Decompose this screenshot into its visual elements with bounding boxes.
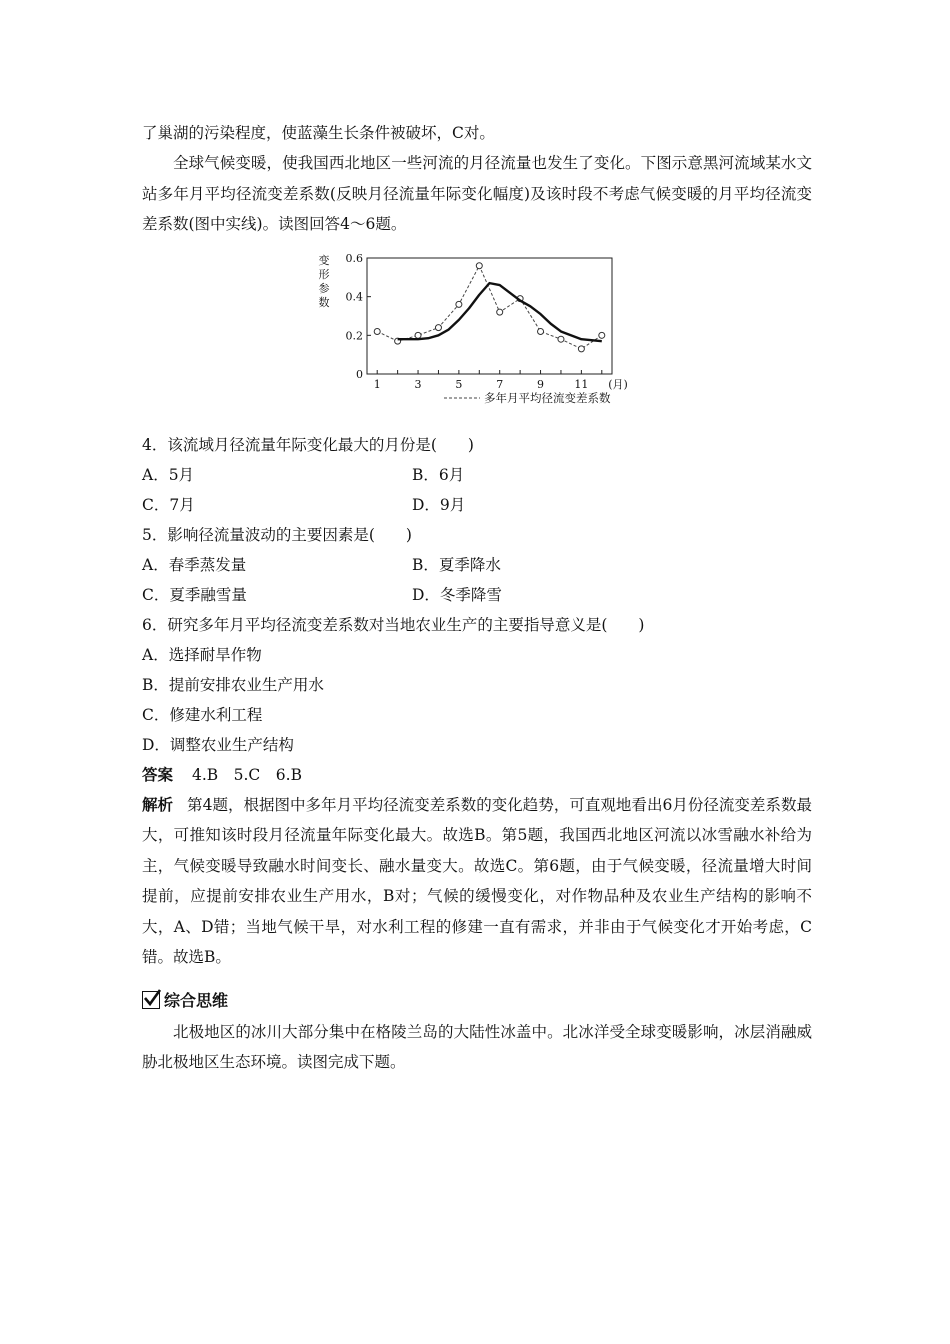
question-5-options-row1 — [142, 550, 812, 580]
checkbox-check-icon — [142, 991, 160, 1009]
x-tick-label: 3 — [414, 377, 422, 391]
y-axis-label: 参 — [318, 281, 330, 295]
answer-text: 4.B 5.C 6.B — [191, 765, 302, 784]
section-title: 综合思维 — [164, 991, 229, 1010]
question-4-options-row1 — [142, 460, 812, 490]
plot-frame — [367, 258, 612, 374]
x-axis-label: (月) — [608, 377, 628, 391]
option: B．夏季降水 — [412, 555, 501, 574]
question-5-options-row2 — [142, 580, 812, 610]
data-point — [456, 301, 462, 307]
data-point — [476, 262, 482, 268]
x-tick-label: 9 — [537, 377, 545, 391]
data-point — [497, 309, 503, 315]
y-axis-label: 数 — [318, 295, 330, 309]
analysis-label: 解析 — [142, 795, 174, 814]
question-4-options-row2 — [142, 490, 812, 520]
option: C．7月 — [142, 495, 195, 514]
question-5-stem: 5．影响径流量波动的主要因素是( ) — [142, 525, 412, 544]
option: D．9月 — [412, 495, 466, 514]
data-point — [558, 336, 564, 342]
option: B．6月 — [412, 465, 465, 484]
x-tick-label: 7 — [496, 377, 504, 391]
x-tick-label: 1 — [373, 377, 381, 391]
chart-area — [142, 240, 812, 430]
closing-passage: 北极地区的冰川大部分集中在格陵兰岛的大陆性冰盖中。北冰洋受全球变暖影响，冰层消融威胁北极地区生态环境。读图完成下题。 — [142, 1022, 812, 1071]
y-axis-label: 变 — [318, 253, 330, 267]
data-point — [374, 328, 380, 334]
analysis-text: 第4题，根据图中多年月平均径流变差系数的变化趋势，可直观地看出6月份径流变差系数最大，可推知该时段月径流量年际变化最大。故选B。第5题，我国西北地区河流以冰雪融水补给为主，气候变暖导致融水时间变长、融水量变大。故选C。第6题，由于气候变暖，径流量增大时间提前，应提前安排农业生产用水，B对；气候的缓慢变化，对作物品种及农业生产结构的影响不大，A、D错；当地气候干旱，对水利工程的修建一直有需求，并非由于气候变化才开始考虑，C错。故选B。 — [142, 795, 812, 966]
option: C．夏季融雪量 — [142, 585, 247, 604]
data-point — [538, 328, 544, 334]
section-heading — [142, 983, 812, 1017]
question-6-stem: 6．研究多年月平均径流变差系数对当地农业生产的主要指导意义是( ) — [142, 615, 645, 634]
legend-label: 多年月平均径流变差系数 — [484, 390, 611, 405]
option: C．修建水利工程 — [142, 705, 263, 724]
option: A．5月 — [142, 465, 195, 484]
option: A．选择耐旱作物 — [142, 645, 262, 664]
answer-label: 答案 — [142, 765, 174, 784]
y-tick-label: 0.6 — [345, 251, 363, 265]
option: A．春季蒸发量 — [142, 555, 247, 574]
runoff-chart — [312, 246, 642, 426]
data-point — [435, 324, 441, 330]
passage: 全球气候变暖，使我国西北地区一些河流的月径流量也发生了变化。下图示意黑河流域某水文站多年月平均径流变差系数(反映月径流量年际变化幅度)及该时段不考虑气候变暖的月平均径流变差系数(图中实线)。读图回答4～6题。 — [142, 154, 812, 233]
data-point — [578, 345, 584, 351]
option: D．冬季降雪 — [412, 585, 502, 604]
intro-tail: 了巢湖的污染程度，使蓝藻生长条件被破坏，C对。 — [142, 124, 495, 142]
y-tick-label: 0 — [356, 367, 363, 381]
answer-line — [142, 760, 812, 790]
x-tick-label: 11 — [574, 377, 589, 391]
x-tick-label: 5 — [455, 377, 463, 391]
analysis — [142, 790, 812, 973]
option: B．提前安排农业生产用水 — [142, 675, 324, 694]
option: D．调整农业生产结构 — [142, 735, 294, 754]
document-page — [142, 118, 812, 1078]
y-tick-label: 0.2 — [345, 328, 363, 342]
question-4-stem: 4．该流域月径流量年际变化最大的月份是( ) — [142, 435, 474, 454]
y-tick-label: 0.4 — [345, 290, 363, 304]
data-point — [415, 332, 421, 338]
data-point — [599, 332, 605, 338]
series-line-dashed — [377, 265, 602, 348]
y-axis-label: 形 — [318, 267, 330, 281]
